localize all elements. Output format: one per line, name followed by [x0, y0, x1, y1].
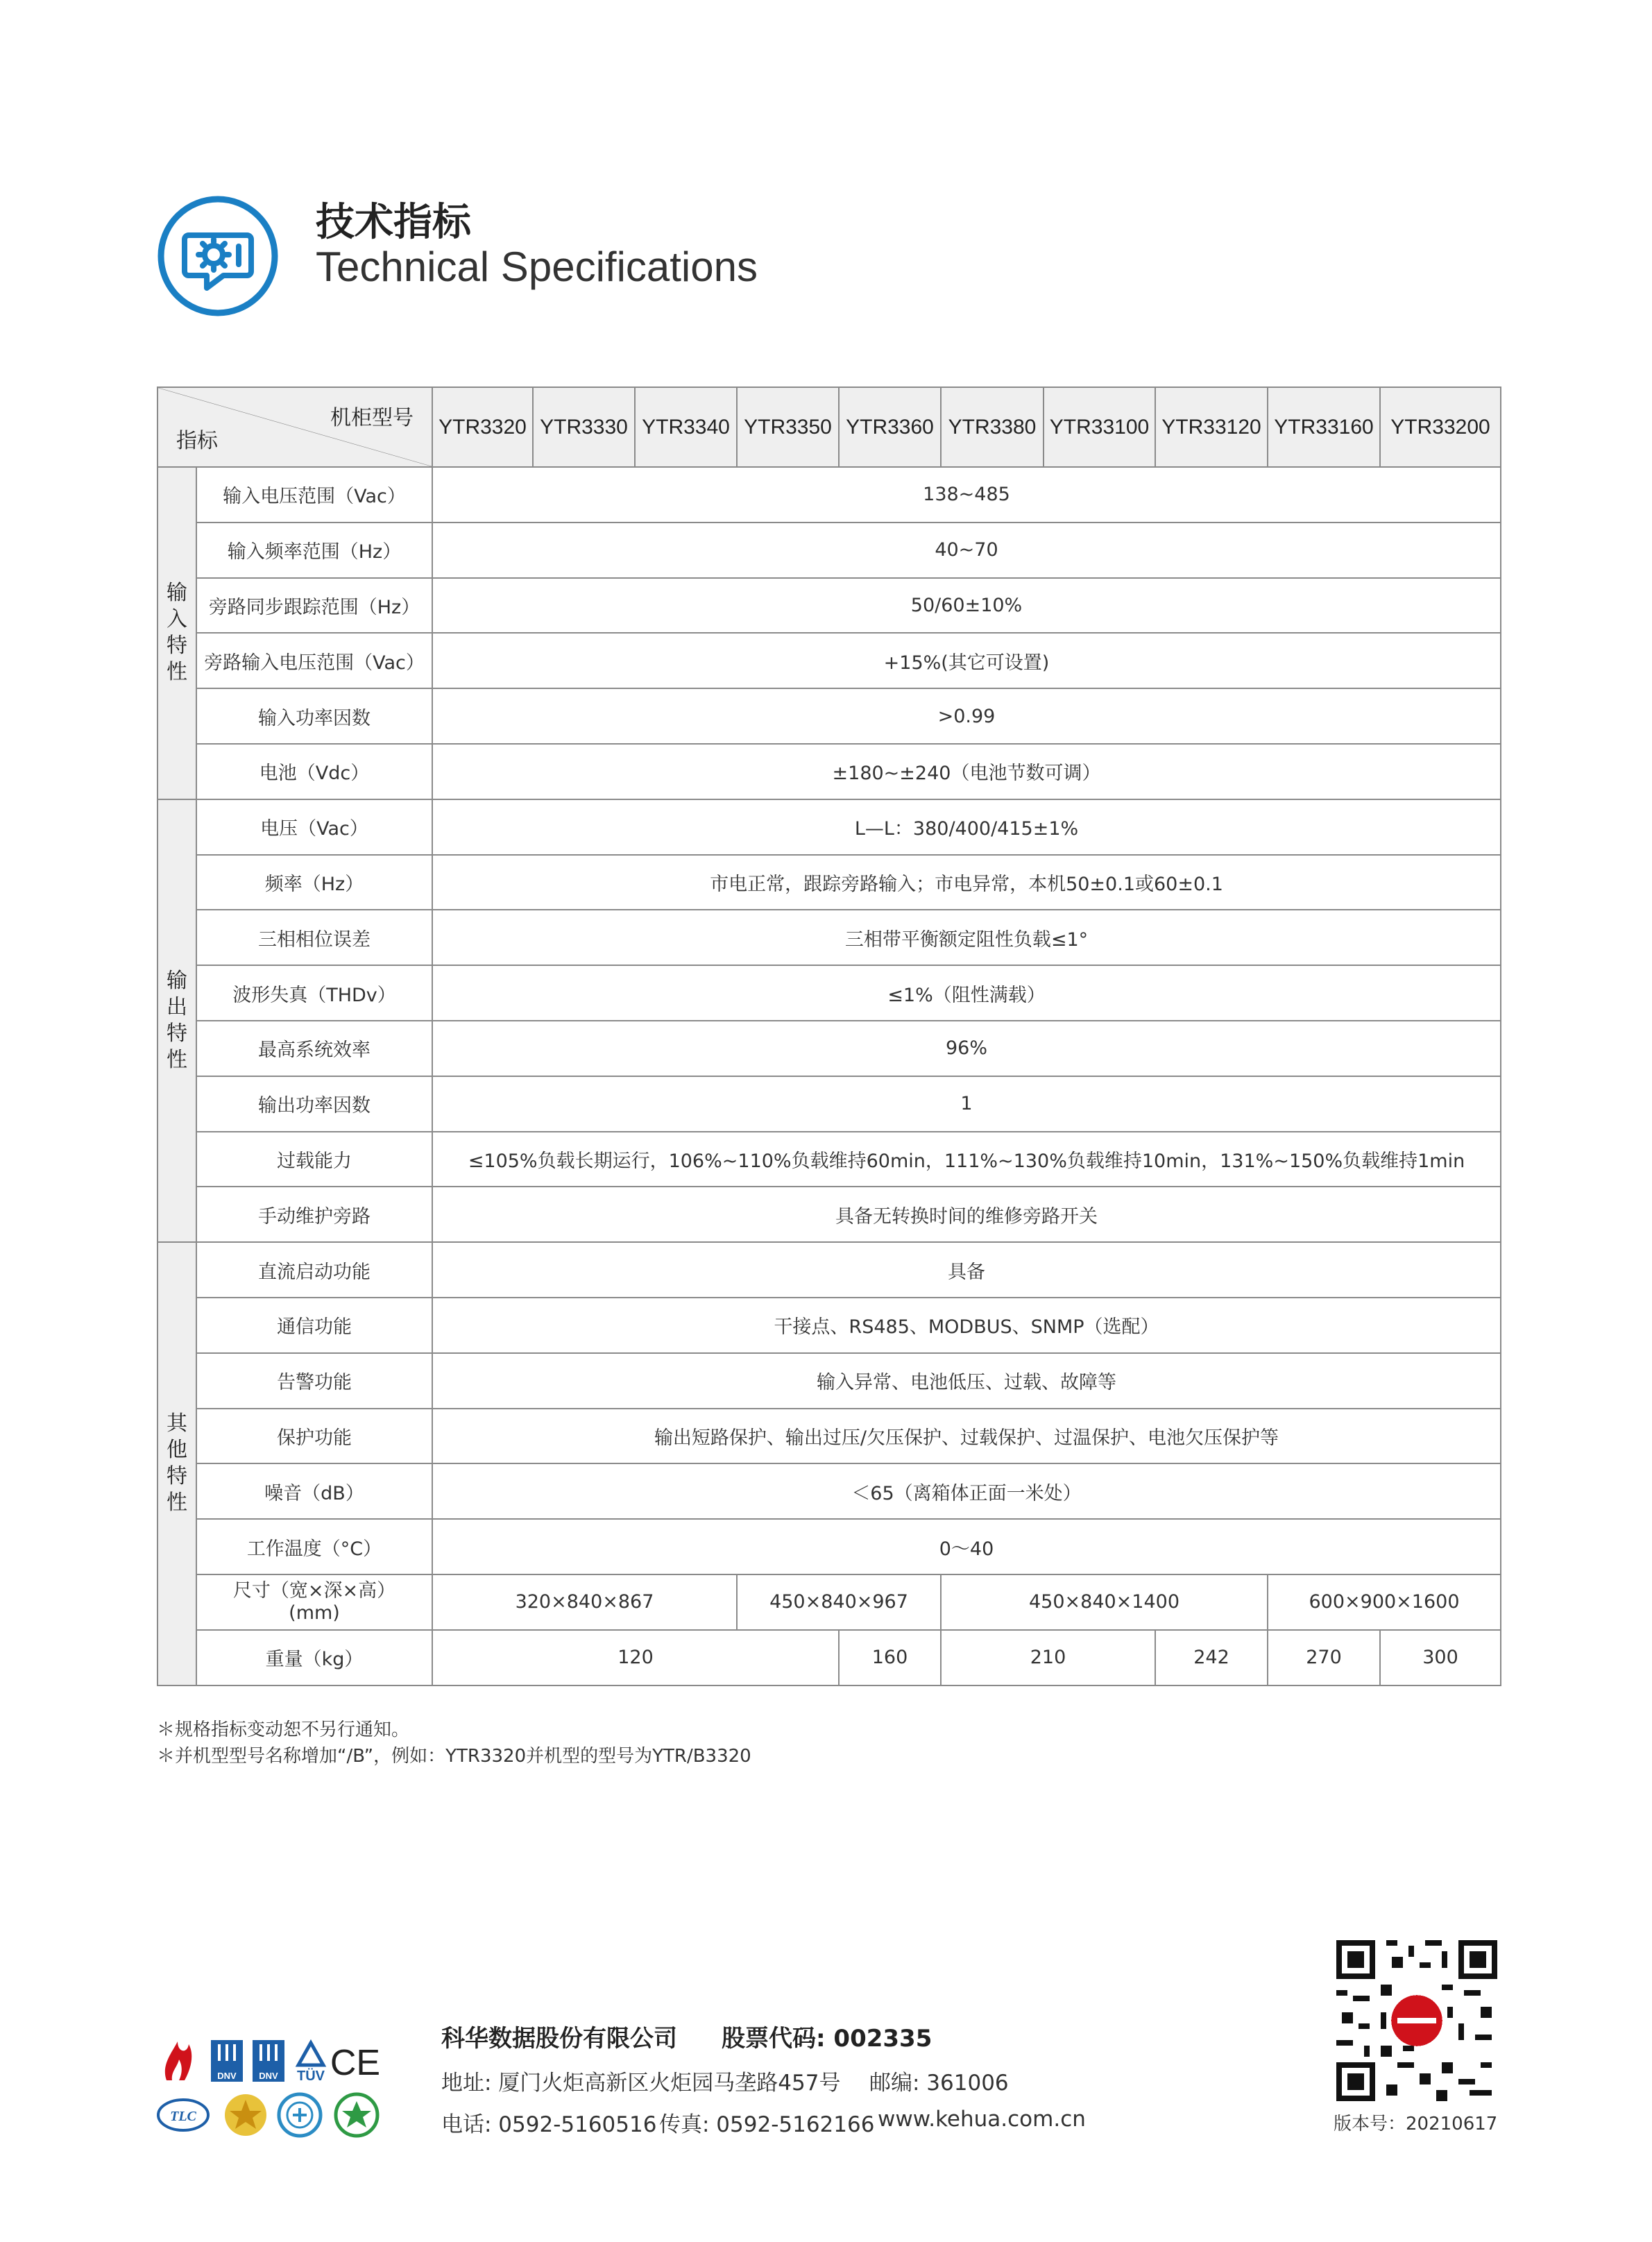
category-input: 输 入 特 性: [157, 467, 196, 799]
table-row: [157, 1409, 1501, 1464]
fax: 传真: 0592-5162166: [659, 2112, 875, 2137]
table-row: [157, 1076, 1501, 1132]
table-row: [157, 467, 1501, 523]
size-value: 320×840×867: [432, 1574, 737, 1630]
param-label: 工作温度（°C）: [196, 1519, 432, 1574]
param-value: 具备: [432, 1242, 1501, 1298]
version-number: 版本号：20210617: [1334, 2114, 1498, 2134]
table-corner-cell: [157, 387, 432, 467]
model-header: YTR3340: [635, 387, 737, 467]
stock-code: 股票代码: 002335: [722, 2025, 933, 2053]
footnote: ＊并机型型号名称增加“/B”，例如：YTR3320并机型的型号为YTR/B3320: [157, 1746, 751, 1767]
param-label: 手动维护旁路: [196, 1187, 432, 1242]
param-value: 50/60±10%: [432, 578, 1501, 634]
gear-settings-icon: [157, 195, 279, 317]
param-label: 通信功能: [196, 1298, 432, 1353]
tlc-cert-icon: [158, 2100, 208, 2130]
param-label: 保护功能: [196, 1409, 432, 1464]
param-value: +15%(其它可设置): [432, 633, 1501, 688]
param-label: 电压（Vac）: [196, 799, 432, 855]
table-row: [157, 523, 1501, 578]
company-name: 科华数据股份有限公司: [441, 2025, 677, 2053]
param-value: ≤105%负载长期运行，106%~110%负载维持60min，111%~130%负载维持10min，131%~150%负载维持1min: [432, 1132, 1501, 1187]
weight-value: 120: [432, 1630, 839, 1685]
param-value: 138~485: [432, 467, 1501, 523]
param-value: 1: [432, 1076, 1501, 1132]
weight-value: 300: [1380, 1630, 1501, 1685]
param-label: 旁路同步跟踪范围（Hz）: [196, 578, 432, 634]
table-row: [157, 1630, 1501, 1685]
table-row: [157, 744, 1501, 799]
table-row: [157, 1574, 1501, 1630]
model-header: YTR33100: [1044, 387, 1155, 467]
table-row: [157, 799, 1501, 855]
spec-table: [157, 387, 1501, 1686]
table-row: [157, 1298, 1501, 1353]
table-row: [157, 1132, 1501, 1187]
param-label: 输入功率因数: [196, 688, 432, 744]
param-label: 三相相位误差: [196, 910, 432, 965]
param-value: 三相带平衡额定阻性负载≤1°: [432, 910, 1501, 965]
param-value: L—L：380/400/415±1%: [432, 799, 1501, 855]
page-title-en: Technical Specifications: [316, 244, 758, 290]
category-other: 其 他 特 性: [157, 1242, 196, 1685]
weight-value: 242: [1155, 1630, 1268, 1685]
param-label-size: 尺寸（宽×深×高） (mm): [196, 1574, 432, 1630]
dnv-cert-icon: [253, 2040, 284, 2082]
param-label: 过载能力: [196, 1132, 432, 1187]
tuv-cert-icon: [297, 2043, 325, 2084]
param-value: 输出短路保护、输出过压/欠压保护、过载保护、过温保护、电池欠压保护等: [432, 1409, 1501, 1464]
qr-code-icon[interactable]: [1336, 1940, 1497, 2101]
weight-value: 160: [839, 1630, 941, 1685]
model-header: YTR3350: [737, 387, 839, 467]
star-award-icon: [225, 2094, 266, 2136]
table-row: [157, 855, 1501, 910]
weight-value: 210: [941, 1630, 1155, 1685]
weight-value: 270: [1268, 1630, 1380, 1685]
model-header: YTR33200: [1380, 387, 1501, 467]
param-value: 具备无转换时间的维修旁路开关: [432, 1187, 1501, 1242]
param-label: 波形失真（THDv）: [196, 965, 432, 1021]
postcode: 邮编: 361006: [869, 2071, 1009, 2096]
param-label: 输出功率因数: [196, 1076, 432, 1132]
param-label: 噪音（dB）: [196, 1463, 432, 1519]
param-label: 告警功能: [196, 1353, 432, 1409]
table-row: [157, 1187, 1501, 1242]
param-label: 输入电压范围（Vac）: [196, 467, 432, 523]
model-header: YTR3380: [941, 387, 1044, 467]
model-header: YTR3320: [432, 387, 533, 467]
table-row: [157, 1519, 1501, 1574]
ce-mark-icon: CE: [330, 2043, 381, 2083]
table-row: [157, 965, 1501, 1021]
model-header: YTR3360: [839, 387, 941, 467]
green-cert-icon: [336, 2094, 377, 2136]
footnote: ＊规格指标变动恕不另行通知。: [157, 1719, 410, 1740]
param-label: 输入频率范围（Hz）: [196, 523, 432, 578]
param-value: 干接点、RS485、MODBUS、SNMP（选配）: [432, 1298, 1501, 1353]
param-value: 0～40: [432, 1519, 1501, 1574]
table-row: [157, 1353, 1501, 1409]
svg-text:TÜV: TÜV: [297, 2069, 325, 2084]
param-label: 最高系统效率: [196, 1021, 432, 1076]
table-row: [157, 1242, 1501, 1298]
model-header: YTR33160: [1268, 387, 1380, 467]
footnotes: [157, 1717, 751, 1769]
svg-text:DNV: DNV: [259, 2071, 278, 2081]
param-value: >0.99: [432, 688, 1501, 744]
table-row: [157, 1463, 1501, 1519]
table-row: [157, 578, 1501, 634]
corner-label-model: 机柜型号: [330, 406, 414, 430]
company-address: 地址: 厦门火炬高新区火炬园马垄路457号: [441, 2071, 841, 2096]
table-row: [157, 1021, 1501, 1076]
telephone: 电话: 0592-5160516: [441, 2112, 657, 2137]
param-label: 频率（Hz）: [196, 855, 432, 910]
param-label: 电池（Vdc）: [196, 744, 432, 799]
param-value: 96%: [432, 1021, 1501, 1076]
param-label: 旁路输入电压范围（Vac）: [196, 633, 432, 688]
svg-text:DNV: DNV: [217, 2071, 237, 2081]
corner-label-spec: 指标: [176, 429, 218, 453]
flame-logo-icon: [165, 2041, 191, 2080]
param-value: 40~70: [432, 523, 1501, 578]
dnv-cert-icon: [211, 2040, 243, 2082]
certification-logos: [157, 2011, 420, 2143]
param-value: ±180~±240（电池节数可调）: [432, 744, 1501, 799]
param-value: ≤1%（阻性满载）: [432, 965, 1501, 1021]
model-header: YTR3330: [533, 387, 635, 467]
svg-text:TLC: TLC: [170, 2109, 196, 2124]
model-header: YTR33120: [1155, 387, 1268, 467]
size-value: 450×840×1400: [941, 1574, 1268, 1630]
table-row: [157, 633, 1501, 688]
table-row: [157, 688, 1501, 744]
size-value: 600×900×1600: [1268, 1574, 1501, 1630]
page-title-zh: 技术指标: [316, 200, 471, 245]
category-output: 输 出 特 性: [157, 799, 196, 1242]
param-label-weight: 重量（kg）: [196, 1630, 432, 1685]
param-value: ＜65（离箱体正面一米处）: [432, 1463, 1501, 1519]
size-value: 450×840×967: [737, 1574, 941, 1630]
website-link[interactable]: www.kehua.com.cn: [878, 2107, 1086, 2132]
param-label: 直流启动功能: [196, 1242, 432, 1298]
param-value: 市电正常，跟踪旁路输入；市电异常，本机50±0.1或60±0.1: [432, 855, 1501, 910]
quality-cert-icon: [279, 2094, 321, 2136]
param-value: 输入异常、电池低压、过载、故障等: [432, 1353, 1501, 1409]
table-row: [157, 910, 1501, 965]
